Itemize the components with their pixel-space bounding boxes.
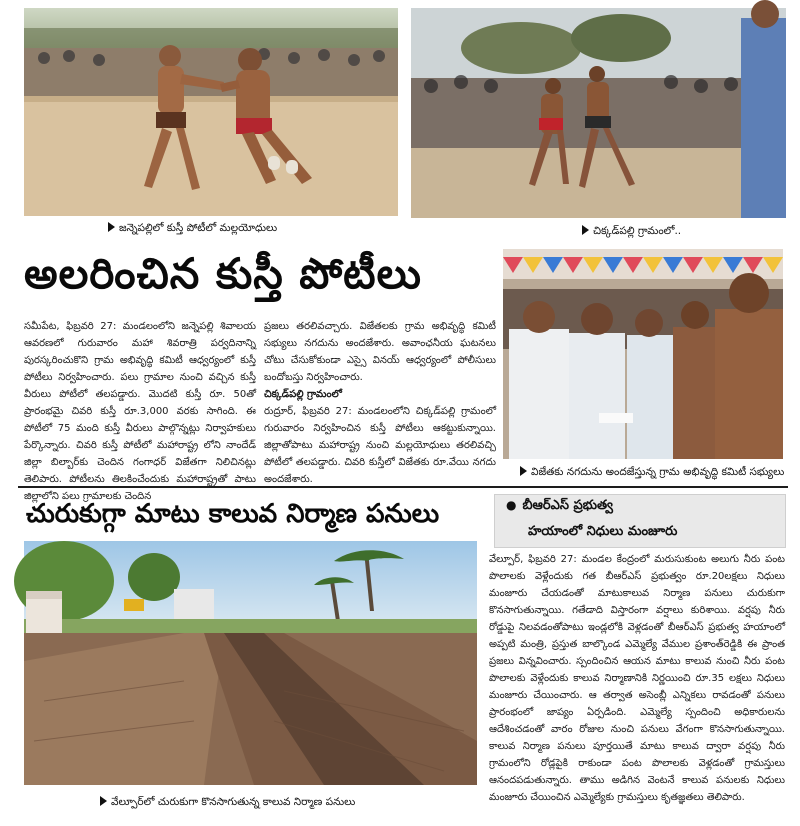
article-wrestling-col2: ప్రజలు తరలివచ్చారు. విజేతలకు గ్రామ అభివృద్ధి కమిటీ సభ్యులు నగదును అందజేశారు. అవాంఛనీయ ఘటనలు చోటు చేసుకోకుండా ఎస్సై వినయ్ ఆధ్వర్యంలో పోలీసులు బందోబస్తు నిర్వహించారు. చిక్కడ్‌పల్లి గ్రామంలో రుద్రూర్, ఫిబ్రవరి 27: మండలంలోని చిక్కడ్‌పల్లి గ్రామంలో గురువారం నిర్వహించిన కుస్తీ పోటీలు ఆకట్టుకున్నాయి. జిల్లాతోపాటు మహారాష్ట్ర నుంచి మల్లయోధులు తరలివచ్చి పోటీలో తలపడ్డారు. చివరి కుస్తీలో విజేతకు రూ.వేయి నగదు అందజేశారు. xyxy=(264,321,496,485)
photo-caption-jannepalli: జన్నెపల్లిలో కుస్తీ పోటీలో మల్లయోధులు xyxy=(108,221,277,235)
photo-caption-prize: విజేతకు నగదును అందజేస్తున్న గ్రామ అభివృద్ధి కమిటీ సభ్యులు xyxy=(520,465,784,479)
photo-caption-chikkadpalli: చిక్కడ్‌పల్లి గ్రామంలో.. xyxy=(582,224,681,238)
caption-marker-icon xyxy=(100,796,107,806)
bullet-icon: ● xyxy=(506,498,517,512)
caption-marker-icon xyxy=(108,222,115,232)
caption-marker-icon xyxy=(520,466,527,476)
wrestling-photo-jannepalli xyxy=(24,8,398,216)
prize-distribution-photo xyxy=(503,249,783,459)
story-divider-rule xyxy=(18,486,788,488)
wrestling-photo-chikkadpalli xyxy=(411,8,786,218)
subheadline-line-1: ● బీఆర్ఎస్ ప్రభుత్వ xyxy=(506,498,613,513)
article-wrestling-col1: సమీపేట, ఫిబ్రవరి 27: మండలంలోని జన్నెపల్లి శివాలయ ఆవరణలో గురువారం మహా శివరాత్రి పర్వదినాన్ని పురస్కరించుకొని గ్రామ అభివృద్ధి కమిటీ ఆధ్వర్యంలో కుస్తీ పోటీలు నిర్వహించారు. పలు గ్రామాల నుంచి వచ్చిన కుస్తీ వీరులు పోటీలో తలపడ్డారు. మొదటి కుస్తీ రూ. 50తో ప్రారంభమై చివరి కుస్తీ రూ.3,000 వరకు సాగింది. ఈ పోటీలో 75 మంది కుస్తీ వీరులు పాల్గొన్నట్లు నిర్వాహకులు పేర్కొన్నారు. చివరి కుస్తీ పోటీలో మహారాష్ట్ర లోని నాందేడ్ జిల్లా బిల్బార్‌కు చెందిన గంగాధర్ విజేతగా నిలిచినట్లు తెలిపారు. పోటీలను తిలకించేందుకు మహారాష్ట్రతో పాటు జిల్లాలోని పలు గ్రామాలకు చెందిన xyxy=(24,321,256,502)
canal-construction-photo xyxy=(24,541,477,785)
headline-canal: చురుకుగ్గా మాటు కాలువ నిర్మాణ పనులు xyxy=(26,499,440,529)
caption-marker-icon xyxy=(582,225,589,235)
article-canal-body: వేల్పూర్, ఫిబ్రవరి 27: మండల కేంద్రంలో మరుసుకుంట అలుగు నీరు పంట పొలాలకు వెళ్లేందుకు గత బీఆర్ఎస్ ప్రభుత్వం రూ.20లక్షలు నిధులు మంజూరు చేయడంతో మాటుకాలువ నిర్మాణ పనులు చురుకుగా కొనసాగుతున్నాయి. గతేడాది విస్తారంగా వర్షాలు కురిశాయి. వర్షపు నీరు రోడ్డుపై నిలవడంతోపాటు ఇండ్లలోకి వెళ్లడంతో బీఆర్ఎస్ ప్రభుత్వ హయాంలో అప్పటి మంత్రి, ప్రస్తుత బాల్కొండ ఎమ్మెల్యే వేముల ప్రశాంత్‌రెడ్డికి ఈ ప్రాంత ప్రజలు విన్నవించారు. స్పందించిన ఆయన మాటు కాలువ నుంచి నీరు పంట పొలాలకు వెళ్లేందుకు కాలువ నిర్మాణానికి నిర్ణయించి రూ.35 లక్షలు నిధులు మంజూరు చేయించారు. ఆ తర్వాత అసెంబ్లీ ఎన్నికలు రావడంతో పనులు ప్రారంభంలో జాప్యం ఏర్పడింది. ఎమ్మెల్యే స్పందించి అధికారులను ఆదేశించడంతో వారం రోజుల నుంచి పనులు వేగంగా కొనసాగుతున్నాయి. కాలువ నిర్మాణ పనులు పూర్తయితే మాటు కాలువ ద్వారా వర్షపు నీరు గ్రామంలోని రోడ్లపైకి రాకుండా పంట పొలాలకు వెళ్లడంతో గ్రామస్తులు ఆనందపడుతున్నారు. తాము అడిగిన వెంటనే కాలువ పనులకు నిధులు మంజూరు చేయించిన ఎమ్మెల్యేకు గ్రామస్తులు కృతజ్ఞతలు తెలిపారు. xyxy=(489,554,785,803)
headline-wrestling: అలరించిన కుస్తీ పోటీలు xyxy=(24,249,422,298)
subheadline-line-2: హయాంలో నిధులు మంజూరు xyxy=(528,524,678,539)
subhead-chikkadpalli: చిక్కడ్‌పల్లి గ్రామంలో xyxy=(264,389,342,400)
photo-caption-canal: వేల్పూర్‌లో చురుకుగా కొనసాగుతున్న కాలువ నిర్మాణ పనులు xyxy=(100,795,355,809)
